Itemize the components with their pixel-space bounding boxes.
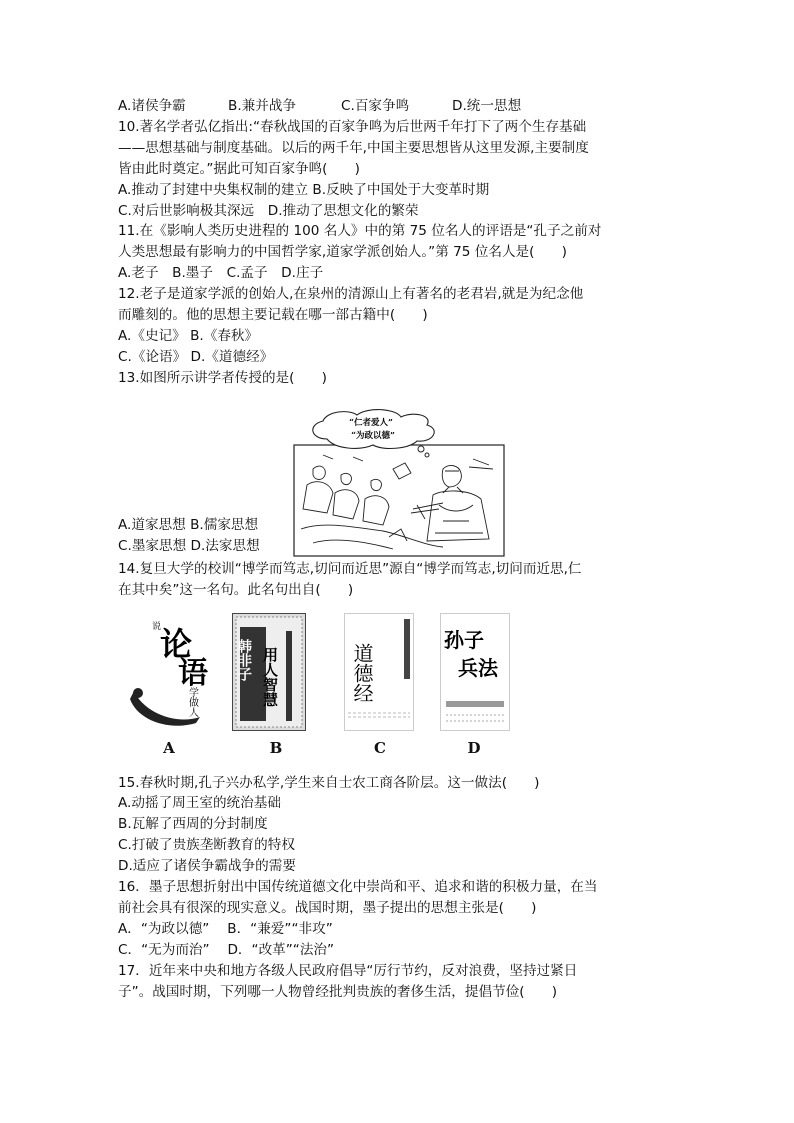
svg-text:韩非子: 韩非子 <box>236 638 252 681</box>
q9-options <box>118 96 678 117</box>
book-label-b: B <box>269 738 283 757</box>
bubble-text-ren: “仁者爱人” <box>349 417 393 428</box>
q10-stem-line: 皆由此时奠定。”据此可知百家争鸣( ) <box>118 160 360 177</box>
q16-stem-line: 前社会具有很深的现实意义。战国时期，墨子提出的思想主张是( ) <box>118 899 537 916</box>
q10-options-line: C.对后世影响极其深远 D.推动了思想文化的繁荣 <box>118 202 419 219</box>
svg-text:论: 论 <box>160 624 193 663</box>
svg-text:兵法: 兵法 <box>458 655 498 680</box>
q12-options-line: A.《史记》 B.《春秋》 <box>118 327 259 344</box>
q13-stem: 13.如图所示讲学者传授的是( ) <box>118 369 327 386</box>
q11-stem-line: 11.在《影响人类历史进程的 100 名人》中的第 75 位名人的评语是“孔子之前对 <box>118 223 602 240</box>
q10-stem-line: ——思想基础与制度基础。以后的两千年,中国主要思想皆从这里发源,主要制度 <box>118 139 589 156</box>
q9-option-a: A.诸侯争霸 <box>118 98 186 114</box>
book-cover-daodejing <box>344 613 414 731</box>
question-10 <box>118 117 678 222</box>
svg-text:孙子: 孙子 <box>444 627 484 652</box>
q15-option-c: C.打破了贵族垄断教育的特权 <box>118 837 295 854</box>
q16-options-line: A．“为政以德” B．“兼爱”“非攻” <box>118 920 333 937</box>
q14-stem-line: 在其中矣”这一名句。此名句出自( ) <box>118 581 354 598</box>
q12-stem-line: 而雕刻的。他的思想主要记载在哪一部古籍中( ) <box>118 307 428 324</box>
worksheet <box>118 96 678 1002</box>
bubble-text-de: “为政以德” <box>351 430 395 441</box>
book-label-c: C <box>374 738 386 757</box>
book-cover-hanfeizi <box>232 613 306 731</box>
q12-options-line: C.《论语》 D.《道德经》 <box>118 348 274 365</box>
confucius-lecture-illustration <box>293 409 505 557</box>
q14-book-covers <box>118 605 678 773</box>
book-cover-lunyu <box>126 613 220 731</box>
q13-options-line: A.道家思想 B.儒家思想 <box>118 516 259 533</box>
q10-options-line: A.推动了封建中央集权制的建立 B.反映了中国处于大变革时期 <box>118 181 490 198</box>
question-12 <box>118 284 678 368</box>
q9-option-b: B.兼并战争 <box>228 98 297 114</box>
question-11 <box>118 221 678 284</box>
q9-option-c: C.百家争鸣 <box>341 98 410 114</box>
q15-option-a: A.动摇了周王室的统治基础 <box>118 795 281 812</box>
q12-stem-line: 12.老子是道家学派的创始人,在泉州的清源山上有著名的老君岩,就是为纪念他 <box>118 286 584 303</box>
book-label-a: A <box>163 738 175 757</box>
question-16 <box>118 877 678 961</box>
question-17 <box>118 961 678 1003</box>
q16-options-line: C．“无为而治” D．“改革”“法治” <box>118 941 335 958</box>
question-15 <box>118 773 678 878</box>
q17-stem-line: 17．近年来中央和地方各级人民政府倡导“厉行节约，反对浪费，坚持过紧日 <box>118 962 578 979</box>
q14-stem-line: 14.复旦大学的校训“博学而笃志,切问而近思”源自“博学而笃志,切问而近思,仁 <box>118 560 582 577</box>
q13-options-line: C.墨家思想 D.法家思想 <box>118 537 260 554</box>
q15-option-d: D.适应了诸侯争霸战争的需要 <box>118 858 296 875</box>
svg-text:道德经: 道德经 <box>350 642 374 703</box>
svg-text:学做人: 学做人 <box>186 686 198 717</box>
svg-text:说: 说 <box>152 621 162 632</box>
question-14 <box>118 559 678 773</box>
q11-stem-line: 人类思想最有影响力的中国哲学家,道家学派创始人。”第 75 位名人是( ) <box>118 244 567 261</box>
q10-stem-line: 10.著名学者弘亿指出:“春秋战国的百家争鸣为后世两千年打下了两个生存基础 <box>118 118 587 135</box>
question-13 <box>118 368 678 559</box>
q15-option-b: B.瓦解了西周的分封制度 <box>118 816 268 833</box>
q13-figure-area <box>118 389 678 559</box>
q9-option-d: D.统一思想 <box>452 98 522 114</box>
svg-text:语: 语 <box>178 655 208 691</box>
q16-stem-line: 16．墨子思想折射出中国传统道德文化中崇尚和平、追求和谐的积极力量，在当 <box>118 879 598 896</box>
q15-stem: 15.春秋时期,孔子兴办私学,学生来自士农工商各阶层。这一做法( ) <box>118 774 540 791</box>
q17-stem-line: 子”。战国时期，下列哪一人物曾经批判贵族的奢侈生活，提倡节俭( ) <box>118 983 558 1000</box>
book-cover-sunzi-bingfa <box>440 613 510 731</box>
book-label-d: D <box>467 738 481 757</box>
svg-text:用人智慧: 用人智慧 <box>261 646 279 707</box>
q11-options-line: A.老子 B.墨子 C.孟子 D.庄子 <box>118 265 324 282</box>
